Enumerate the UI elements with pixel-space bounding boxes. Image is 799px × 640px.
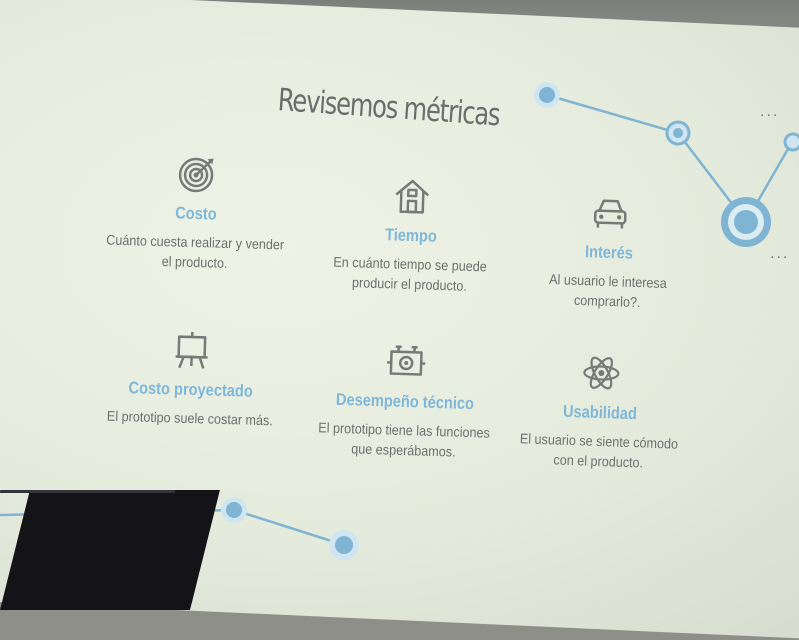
metric-description: El usuario se siente cómodo con el producto.	[508, 428, 689, 474]
network-node	[721, 197, 771, 247]
metric-heading: Costo proyectado	[104, 378, 276, 403]
metric-heading: Costo	[110, 202, 282, 227]
ellipsis-decoration: ...	[760, 103, 779, 121]
laptop-edge	[0, 490, 175, 493]
ellipsis-decoration: ...	[770, 245, 789, 263]
house-icon	[392, 175, 433, 216]
car-icon	[590, 192, 631, 233]
atom-icon	[581, 352, 622, 393]
metric-heading: Desempeño técnico	[319, 389, 492, 414]
network-node	[667, 122, 689, 144]
target-icon	[177, 153, 218, 194]
metric-description: El prototipo suele costar más.	[100, 405, 280, 430]
engine-icon	[386, 341, 427, 382]
metric-heading: Interés	[523, 240, 696, 266]
metric-card-usabilidad	[498, 350, 702, 475]
easel-icon	[171, 329, 212, 370]
metric-description: Al usuario le interesa comprarlo?.	[517, 268, 698, 314]
metric-description: El prototipo tiene las funciones que esperábamos.	[313, 417, 494, 463]
network-node	[221, 497, 247, 523]
network-node	[785, 134, 799, 150]
metric-card-interes	[507, 190, 711, 315]
metric-heading: Usabilidad	[514, 400, 687, 426]
network-node	[534, 82, 560, 108]
metric-heading: Tiempo	[325, 223, 498, 248]
metric-description: En cuánto tiempo se puede producir el producto.	[319, 251, 500, 297]
metric-card-desempeno-tecnico	[303, 339, 507, 463]
metric-card-costo	[94, 151, 297, 275]
network-node	[329, 530, 359, 560]
slide-title: Revisemos métricas	[277, 82, 482, 132]
metric-card-costo-proyectado	[90, 327, 293, 431]
metric-description: Cuánto cuesta realizar y vender el producto.	[104, 229, 285, 274]
laptop-foreground	[0, 490, 220, 610]
metric-card-tiempo	[309, 173, 513, 297]
